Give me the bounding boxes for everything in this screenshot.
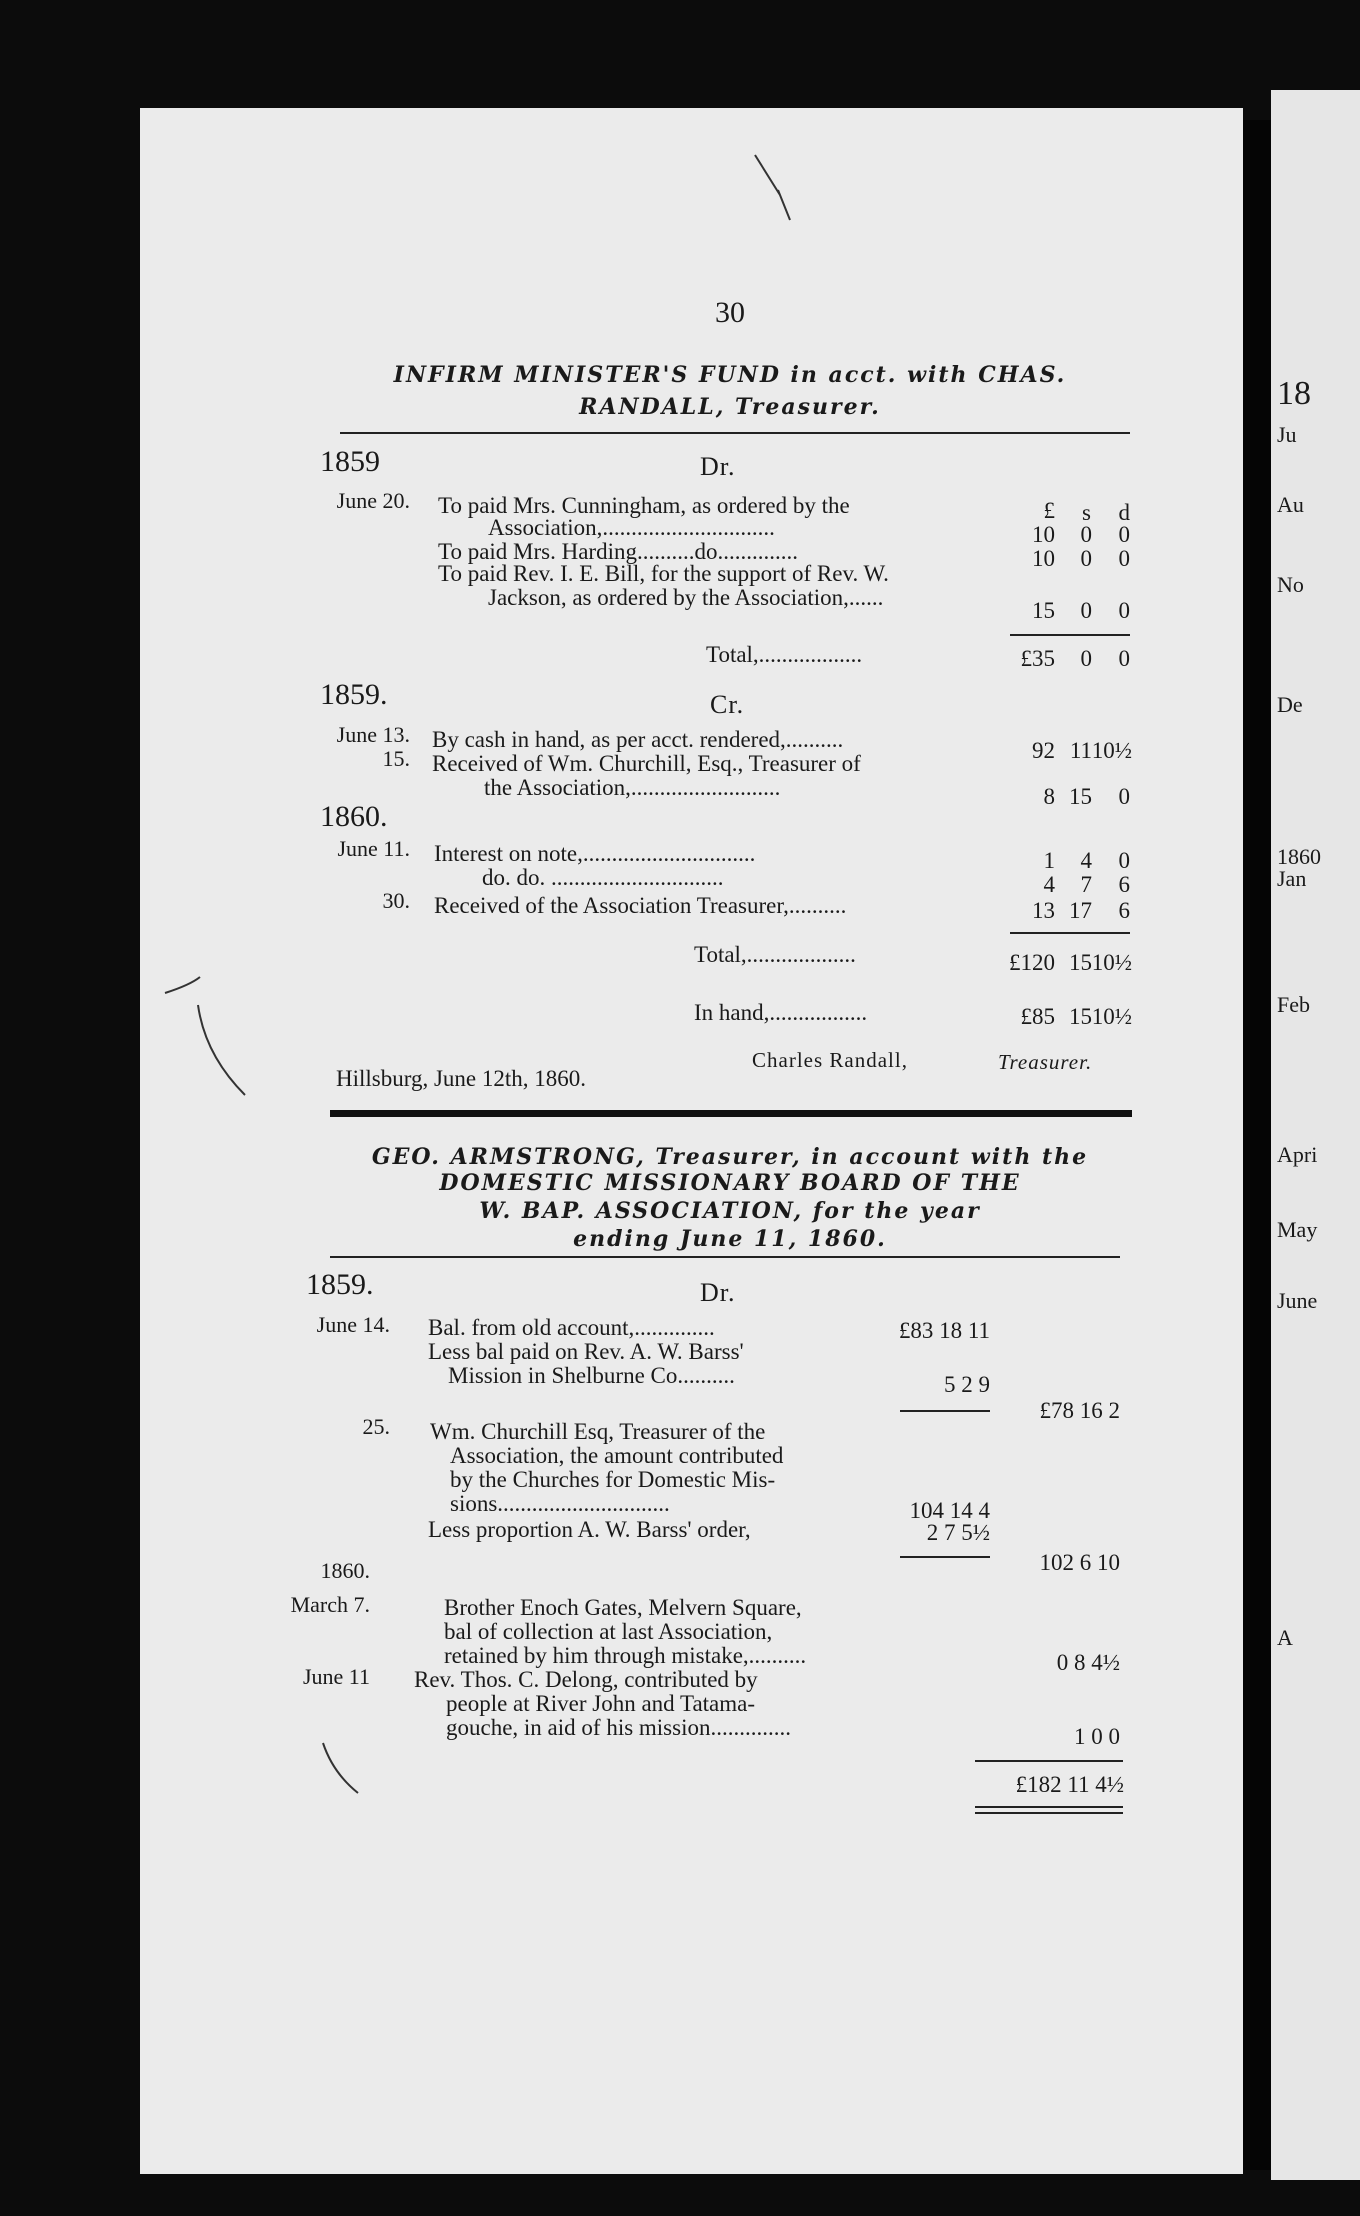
in-hand-shillings: 15 xyxy=(1069,1004,1092,1029)
sum-rule xyxy=(900,1556,990,1558)
entry-date: 30. xyxy=(382,888,410,913)
entry-date: 25. xyxy=(362,1414,390,1439)
entry-text: Association, the amount contributed xyxy=(450,1443,784,1468)
entry-text: Rev. Thos. C. Delong, contributed by xyxy=(414,1667,758,1692)
total-pounds: £35 xyxy=(1020,646,1055,671)
currency-header: £ xyxy=(1043,498,1055,523)
section-heading: GEO. ARMSTRONG, Treasurer, in account with the xyxy=(371,1144,1089,1170)
amount-shillings: 17 xyxy=(1069,898,1092,923)
entry-text: the Association,.......................... xyxy=(484,775,781,800)
entry-date: 15. xyxy=(382,746,410,771)
facing-page-fragment: May xyxy=(1277,1217,1318,1242)
debit-label: Dr. xyxy=(700,452,736,481)
debit-label: Dr. xyxy=(700,1278,736,1307)
entry-date: June 14. xyxy=(316,1312,390,1337)
place-date: Hillsburg, June 12th, 1860. xyxy=(336,1066,587,1091)
facing-page-fragment: Au xyxy=(1277,492,1304,517)
section-separator xyxy=(330,1110,1132,1117)
total-pence: 10½ xyxy=(1091,950,1132,975)
amount-shillings: 0 xyxy=(1080,546,1092,571)
amount-pounds: 92 xyxy=(1032,738,1055,763)
amount-shillings: 11 xyxy=(1069,738,1092,763)
entry-text: Wm. Churchill Esq, Treasurer of the xyxy=(430,1419,766,1444)
entry-text: To paid Rev. I. E. Bill, for the support of Rev. W. xyxy=(438,561,889,586)
double-rule xyxy=(975,1812,1123,1814)
total-pounds: £120 xyxy=(1009,950,1055,975)
amount-pence: 10½ xyxy=(1091,738,1132,763)
amount-shillings: 4 xyxy=(1080,848,1092,873)
entry-text: To paid Mrs. Harding..........do.............. xyxy=(438,539,798,564)
amount-pounds: 13 xyxy=(1032,898,1055,923)
total-label: Total,.................. xyxy=(706,642,863,667)
facing-page-fragment: 1860 xyxy=(1277,844,1321,869)
amount: 1 0 0 xyxy=(1074,1724,1120,1749)
in-hand-label: In hand,................. xyxy=(694,1000,868,1025)
amount-pence: 6 xyxy=(1118,898,1130,923)
facing-page-year: 18 xyxy=(1277,375,1311,412)
entry-text: Less proportion A. W. Barss' order, xyxy=(428,1517,751,1542)
pencil-mark-icon xyxy=(750,150,810,230)
amount-pence: 0 xyxy=(1118,522,1130,547)
currency-header: s xyxy=(1082,500,1091,525)
entry-text: sions.............................. xyxy=(450,1491,670,1516)
double-rule xyxy=(975,1806,1123,1808)
amount-shillings: 15 xyxy=(1069,784,1092,809)
total-label: Total,................... xyxy=(694,942,856,967)
amount-pounds: 10 xyxy=(1032,546,1055,571)
amount-shillings: 7 xyxy=(1080,872,1092,897)
year-label: 1859. xyxy=(306,1268,374,1301)
entry-text: Bal. from old account,.............. xyxy=(428,1315,715,1340)
book-gutter xyxy=(1243,120,1271,2170)
entry-text: Association,.............................. xyxy=(488,515,775,540)
entry-date: June 11. xyxy=(337,836,410,861)
net-amount: £78 16 2 xyxy=(1039,1398,1120,1423)
entry-date: March 7. xyxy=(290,1592,370,1617)
section-heading: W. BAP. ASSOCIATION, for the year xyxy=(479,1198,981,1224)
amount-pounds: 15 xyxy=(1032,598,1055,623)
entry-text: Jackson, as ordered by the Association,...... xyxy=(488,585,884,610)
entry-text: Received of the Association Treasurer,.......... xyxy=(434,893,847,918)
entry-text: Received of Wm. Churchill, Esq., Treasurer of xyxy=(432,751,861,776)
amount-pounds: 10 xyxy=(1032,522,1055,547)
amount-pence: 0 xyxy=(1118,546,1130,571)
facing-page-fragment: A xyxy=(1277,1625,1293,1650)
entry-text: by the Churches for Domestic Mis- xyxy=(450,1467,776,1492)
facing-page-fragment: Ju xyxy=(1277,422,1297,447)
entry-text: Less bal paid on Rev. A. W. Barss' xyxy=(428,1339,744,1364)
entry-text: By cash in hand, as per acct. rendered,.......... xyxy=(432,727,844,752)
signature-title: Treasurer. xyxy=(998,1050,1093,1074)
grand-total: £182 11 4½ xyxy=(1015,1772,1124,1797)
currency-header: d xyxy=(1118,500,1130,525)
entry-text: gouche, in aid of his mission.............. xyxy=(446,1715,791,1740)
section-heading: INFIRM MINISTER'S FUND in acct. with CHAS. xyxy=(393,362,1067,388)
amount-shillings: 0 xyxy=(1080,598,1092,623)
amount-shillings: 0 xyxy=(1080,522,1092,547)
amount-pounds: 8 xyxy=(1043,784,1055,809)
amount-pounds: 1 xyxy=(1043,848,1055,873)
amount-pence: 0 xyxy=(1118,848,1130,873)
entry-date: June 13. xyxy=(336,722,410,747)
facing-page-fragment: Apri xyxy=(1277,1142,1318,1167)
credit-label: Cr. xyxy=(710,690,745,719)
amount: 104 14 4 xyxy=(909,1498,990,1523)
in-hand-pounds: £85 xyxy=(1020,1004,1055,1029)
total-pence: 0 xyxy=(1118,646,1130,671)
entry-text: people at River John and Tatama- xyxy=(446,1691,756,1716)
in-hand-pence: 10½ xyxy=(1091,1004,1132,1029)
amount: 2 7 5½ xyxy=(926,1520,990,1545)
facing-page-fragment: De xyxy=(1277,692,1303,717)
section-heading: RANDALL, Treasurer. xyxy=(579,394,881,420)
amount-pence: 0 xyxy=(1118,598,1130,623)
amount-pounds: 4 xyxy=(1043,872,1055,897)
section-heading: ending June 11, 1860. xyxy=(573,1226,887,1252)
page-number: 30 xyxy=(715,296,745,329)
amount-pence: 0 xyxy=(1118,784,1130,809)
sum-rule xyxy=(1010,634,1130,636)
year-label: 1860. xyxy=(320,800,388,833)
sum-rule xyxy=(975,1760,1123,1762)
entry-text: Mission in Shelburne Co.......... xyxy=(448,1363,735,1388)
amount-pence: 6 xyxy=(1118,872,1130,897)
facing-page-fragment: No xyxy=(1277,572,1304,597)
entry-text: bal of collection at last Association, xyxy=(444,1619,773,1644)
divider xyxy=(340,432,1130,434)
signature-title-wrap xyxy=(998,1050,1092,1075)
total-shillings: 15 xyxy=(1069,950,1092,975)
section-heading: DOMESTIC MISSIONARY BOARD OF THE xyxy=(439,1170,1021,1196)
year-label: 1859. xyxy=(320,678,388,711)
amount: 0 8 4½ xyxy=(1056,1650,1120,1675)
net-amount: 102 6 10 xyxy=(1039,1550,1120,1575)
entry-date: June 11 xyxy=(302,1664,370,1689)
amount: £83 18 11 xyxy=(898,1318,990,1343)
entry-text: Brother Enoch Gates, Melvern Square, xyxy=(444,1595,802,1620)
total-shillings: 0 xyxy=(1080,646,1092,671)
divider xyxy=(330,1256,1120,1258)
pencil-mark-icon xyxy=(318,1738,368,1798)
facing-page-fragment: Feb xyxy=(1277,992,1310,1017)
year-label: 1859 xyxy=(320,445,380,478)
entry-text: To paid Mrs. Cunningham, as ordered by the xyxy=(438,493,850,518)
pencil-mark-icon xyxy=(160,975,250,1105)
sum-rule xyxy=(900,1410,990,1412)
signature-name: Charles Randall, xyxy=(752,1048,908,1072)
entry-text: do. do. .............................. xyxy=(482,865,724,890)
year-label: 1860. xyxy=(320,1558,370,1583)
amount: 5 2 9 xyxy=(944,1372,990,1397)
facing-page xyxy=(1271,90,1360,2180)
entry-text: Interest on note,.............................. xyxy=(434,841,756,866)
sum-rule xyxy=(1010,932,1130,934)
entry-text: retained by him through mistake,.......... xyxy=(444,1643,807,1668)
facing-page-fragment: June xyxy=(1277,1288,1318,1313)
entry-date: June 20. xyxy=(336,488,410,513)
facing-page-fragment: Jan xyxy=(1277,866,1307,891)
